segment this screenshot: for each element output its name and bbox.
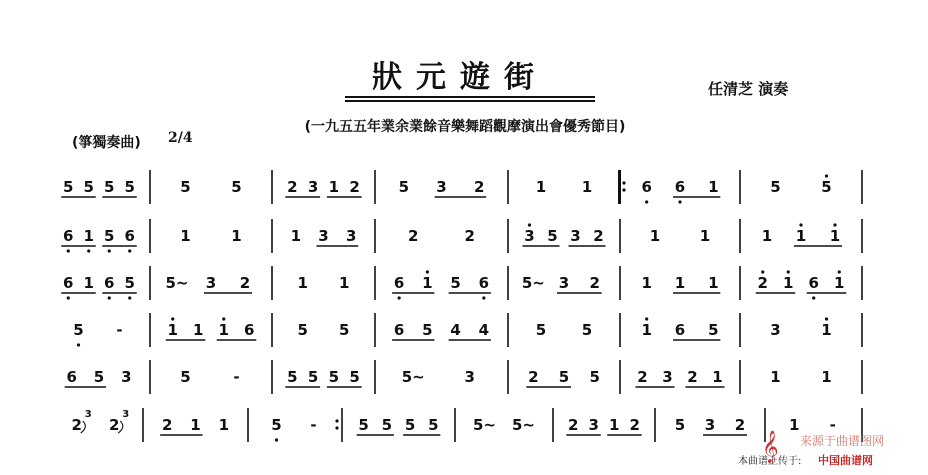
note: 1 (789, 416, 800, 434)
note: 5~ (511, 416, 536, 434)
repeat-dot (622, 188, 625, 191)
upload-note: 本曲谱上传于: (738, 456, 802, 467)
repeat-dot (335, 419, 338, 422)
note: 2 (528, 368, 539, 386)
note: 2 (687, 368, 698, 386)
note: 6 (63, 227, 74, 245)
note: 1 (290, 227, 302, 245)
octave-dot-high (825, 317, 828, 320)
octave-dot-low (275, 438, 278, 441)
note: 1 (297, 274, 308, 292)
note: 5 (450, 274, 461, 292)
note: 5 (180, 178, 191, 196)
note: 1 (783, 274, 794, 292)
note: 5 (422, 321, 433, 339)
note: 5 (581, 321, 593, 339)
brand-logo-text: 中国曲谱网 (818, 454, 873, 467)
note: 1 (167, 321, 178, 339)
note: 1 (83, 227, 94, 245)
note: 2 (593, 227, 604, 245)
octave-dot-high (799, 223, 802, 226)
octave-dot-low (678, 200, 681, 203)
note: 2 (629, 416, 640, 434)
note: 5~ (401, 368, 425, 386)
octave-dot-low (812, 296, 815, 299)
note: 5 (271, 416, 282, 434)
note: 5 (124, 178, 135, 196)
treble-clef-watermark-icon: 𝄞 (762, 430, 779, 463)
note: 2 (287, 178, 298, 196)
note: 1 (339, 274, 350, 292)
note: 2 (349, 178, 360, 196)
note: 5 (83, 178, 94, 196)
note: 1 (761, 227, 773, 245)
note: 2 (473, 178, 485, 196)
note: 1 (422, 274, 433, 292)
note: 5 (73, 321, 84, 339)
note: 5 (180, 368, 191, 386)
note: 1 (193, 321, 204, 339)
score-subtitle: (一九五五年業余業餘音樂舞蹈觀摩演出會優秀節目) (304, 119, 626, 135)
note: 1 (83, 274, 94, 292)
note: - (829, 416, 836, 434)
octave-dot-low (482, 296, 485, 299)
note: 6 (104, 274, 115, 292)
note: 3 (436, 178, 447, 196)
note: 1 (180, 227, 191, 245)
note: 5 (535, 321, 547, 339)
note: 5 (297, 321, 308, 339)
octave-dot-high (171, 317, 174, 320)
octave-dot-low (67, 296, 70, 299)
note: 5~ (521, 274, 545, 292)
note: 1 (641, 321, 652, 339)
octave-dot-high (761, 270, 764, 273)
note: 5 (708, 321, 719, 339)
note: - (116, 321, 123, 339)
octave-dot-low (128, 249, 131, 252)
note: 1 (231, 227, 242, 245)
note: 6 (674, 178, 686, 196)
note: 5 (381, 416, 393, 434)
octave-dot-high (645, 317, 648, 320)
note: 5 (328, 368, 340, 386)
performer-credit: 任清芝 演奏 (708, 80, 789, 98)
note: 2 (568, 416, 579, 434)
octave-dot-low (108, 249, 111, 252)
note: 5 (349, 368, 360, 386)
note: 3 (588, 416, 599, 434)
note: 3 (307, 178, 319, 196)
note: 5 (770, 178, 781, 196)
note: 5 (547, 227, 558, 245)
note: 5 (104, 227, 115, 245)
note: 3 (558, 274, 570, 292)
note: 3 (662, 368, 673, 386)
octave-dot-low (87, 249, 90, 252)
note: 3 (205, 274, 217, 292)
note: 1 (708, 178, 719, 196)
repeat-start-thick-bar (618, 170, 621, 204)
note: 1 (821, 368, 832, 386)
note: 5 (398, 178, 410, 196)
note: 5 (307, 368, 319, 386)
note: 5 (558, 368, 570, 386)
time-signature: 2/4 (168, 130, 193, 146)
note: 1 (218, 321, 229, 339)
note: 5 (589, 368, 600, 386)
note: 5 (404, 416, 416, 434)
note: - (233, 368, 240, 386)
note: 2 (239, 274, 251, 292)
note: - (310, 416, 317, 434)
note: 4 (478, 321, 490, 339)
note: 3 (704, 416, 716, 434)
octave-dot-low (398, 296, 401, 299)
octave-dot-high (825, 174, 828, 177)
octave-dot-low (108, 296, 111, 299)
note: 6 (244, 321, 255, 339)
note: 5 (231, 178, 242, 196)
note: 2 (757, 274, 768, 292)
note: 1 (609, 416, 620, 434)
octave-dot-high (838, 270, 841, 273)
note: 5 (104, 178, 115, 196)
note: 3 (570, 227, 581, 245)
score-title: 狀元遊街 (372, 60, 548, 95)
note: 2 (109, 416, 120, 434)
note: 6 (674, 321, 686, 339)
note: 5 (358, 416, 369, 434)
note: 1 (674, 274, 686, 292)
note: 3 (464, 368, 475, 386)
note: 5 (428, 416, 439, 434)
octave-dot-high (833, 223, 836, 226)
note: 2 (734, 416, 746, 434)
note: 3 (345, 227, 357, 245)
note: 2 (464, 227, 475, 245)
note: 5 (674, 416, 686, 434)
note: 3 (524, 227, 535, 245)
note: 6 (66, 368, 77, 386)
note: 1 (535, 178, 547, 196)
note: 3 (318, 227, 329, 245)
note: 1 (581, 178, 593, 196)
octave-dot-high (787, 270, 790, 273)
note: 6 (808, 274, 819, 292)
repeat-dot (335, 426, 338, 429)
note: 4 (450, 321, 461, 339)
note: 1 (821, 321, 832, 339)
note: 1 (770, 368, 781, 386)
note: 1 (795, 227, 807, 245)
note: 2 (637, 368, 648, 386)
octave-dot-high (426, 270, 429, 273)
note: 1 (328, 178, 340, 196)
note: 5~ (472, 416, 497, 434)
note: 2 (408, 227, 419, 245)
note: 6 (393, 274, 405, 292)
note: 5~ (165, 274, 189, 292)
note: 5 (821, 178, 832, 196)
note: 1 (829, 227, 841, 245)
note: 6 (641, 178, 652, 196)
note: 3 (121, 368, 132, 386)
octave-dot-low (128, 296, 131, 299)
note: 3 (770, 321, 781, 339)
note: 1 (641, 274, 652, 292)
note: 1 (834, 274, 845, 292)
note: 5 (287, 368, 298, 386)
note: 5 (124, 274, 135, 292)
octave-dot-low (67, 249, 70, 252)
grace-note: 3 (122, 409, 130, 420)
note: 1 (699, 227, 711, 245)
note: 1 (649, 227, 661, 245)
note: 6 (393, 321, 405, 339)
note: 6 (478, 274, 490, 292)
note: 1 (712, 368, 723, 386)
note: 1 (708, 274, 719, 292)
genre-label: (箏獨奏曲) (72, 135, 141, 151)
octave-dot-high (222, 317, 225, 320)
site-watermark: 来源于曲谱图网 (800, 434, 885, 448)
repeat-dot (622, 181, 625, 184)
note: 1 (190, 416, 201, 434)
note: 2 (161, 416, 173, 434)
note: 6 (63, 274, 74, 292)
octave-dot-low (77, 343, 80, 346)
note: 5 (93, 368, 105, 386)
note: 2 (589, 274, 600, 292)
note: 1 (218, 416, 230, 434)
note: 5 (339, 321, 350, 339)
grace-note: 3 (84, 409, 92, 420)
octave-dot-low (645, 200, 648, 203)
note: 5 (63, 178, 74, 196)
octave-dot-high (528, 223, 531, 226)
note: 2 (71, 416, 82, 434)
note: 6 (124, 227, 135, 245)
